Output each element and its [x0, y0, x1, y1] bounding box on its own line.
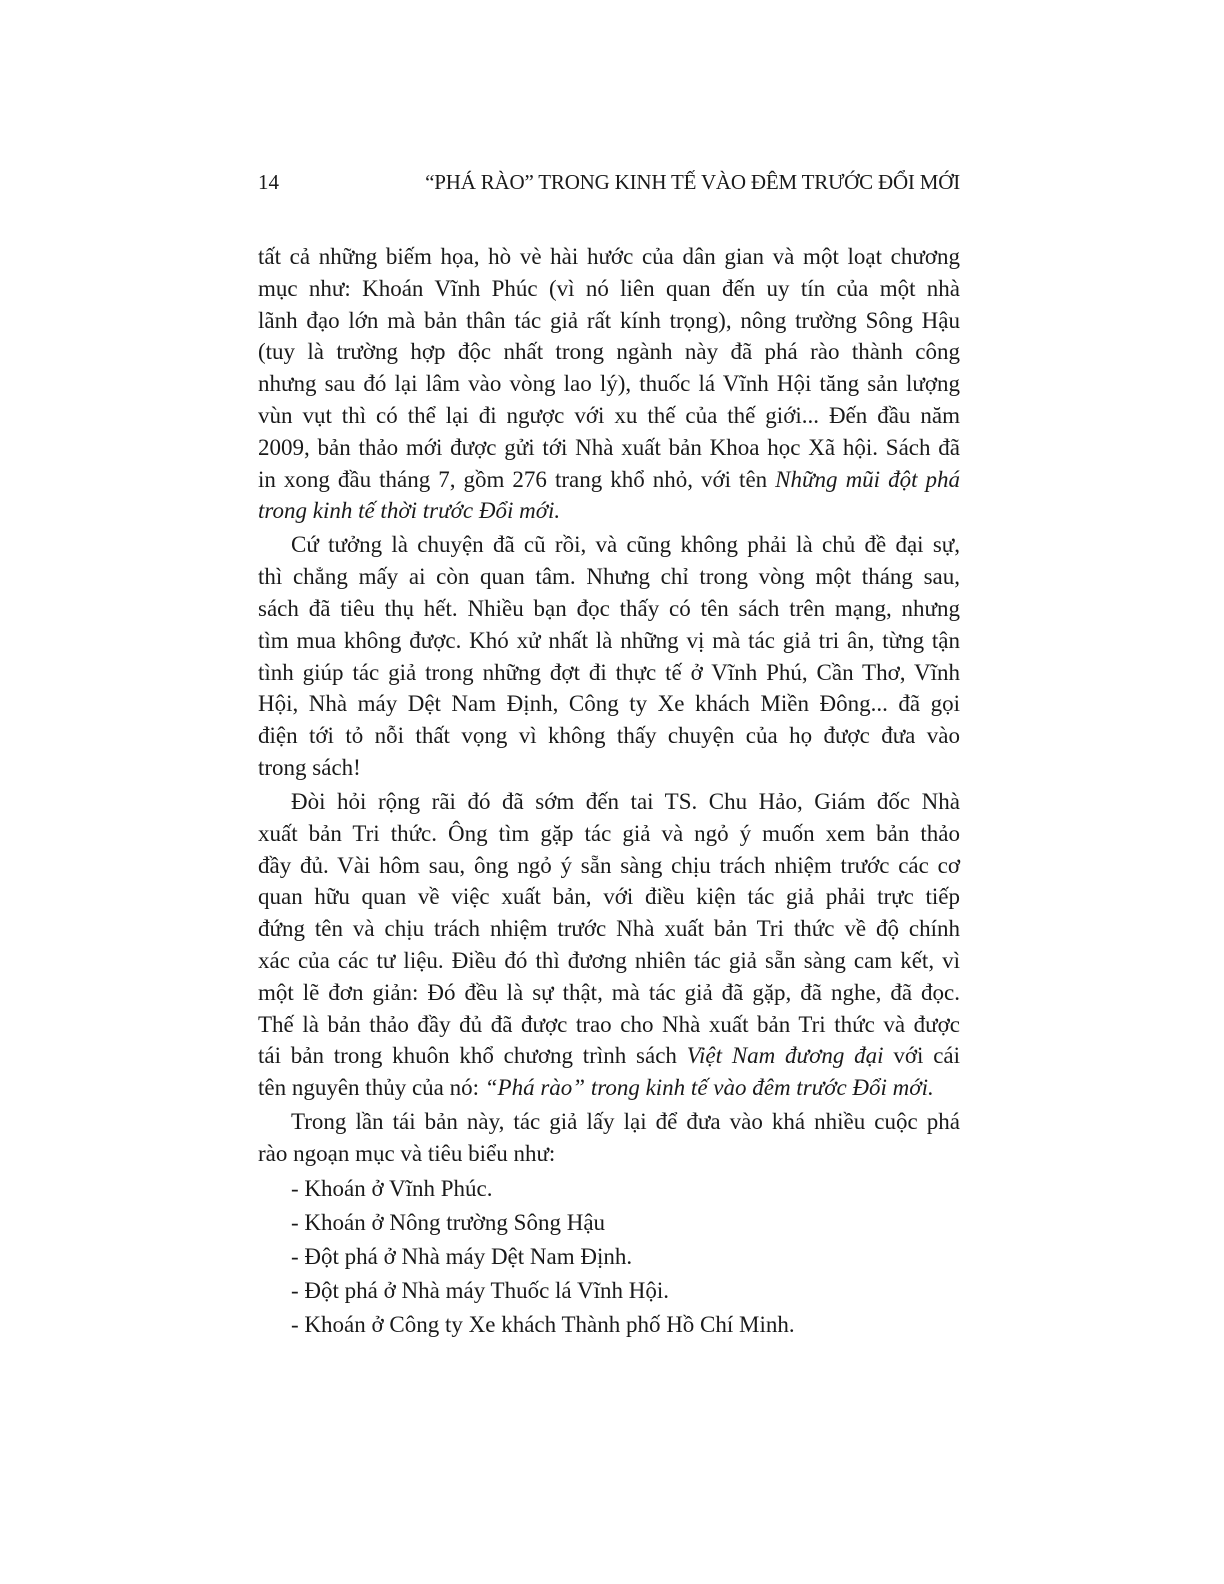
text: in xong đầu tháng 7, gồm 276 trang khổ nhỏ, với tên [258, 466, 776, 492]
text-line [258, 945, 960, 977]
text-line [258, 593, 960, 625]
text-line [258, 881, 960, 913]
italic-text: “Phá rào” trong kinh tế vào đêm trước Đổi mới. [484, 1075, 934, 1101]
text: trong sách! [258, 754, 361, 780]
text-line [258, 786, 960, 818]
text-line [258, 688, 960, 720]
text: một lẽ đơn giản: Đó đều là sự thật, mà tác giả đã gặp, đã nghe, đã đọc. [258, 979, 960, 1005]
text-line [258, 1138, 960, 1170]
text: tất cả những biếm họa, hò vè hài hước của dân gian và một loạt chương [258, 244, 960, 269]
text-line [258, 977, 960, 1009]
text: vùn vụt thì có thể lại đi ngược với xu thế của thế giới... Đến đầu năm [258, 402, 960, 428]
text: quan hữu quan về việc xuất bản, với điều kiện tác giả phải trực tiếp [258, 884, 960, 910]
text-line [258, 432, 960, 464]
page-number: 14 [258, 170, 279, 194]
text: mục như: Khoán Vĩnh Phúc (vì nó liên quan đến uy tín của một nhà [258, 275, 960, 301]
text-line [258, 400, 960, 432]
text: đầy đủ. Vài hôm sau, ông ngỏ ý sẵn sàng chịu trách nhiệm trước các cơ [258, 852, 960, 878]
paragraph [258, 241, 960, 527]
text: tên nguyên thủy của nó: [258, 1075, 485, 1101]
text: điện tới tỏ nỗi thất vọng vì không thấy chuyện của họ được đưa vào [258, 723, 960, 749]
bullet-item: - Đột phá ở Nhà máy Dệt Nam Định. [291, 1243, 633, 1269]
text: sách đã tiêu thụ hết. Nhiều bạn đọc thấy có tên sách trên mạng, nhưng [258, 595, 960, 621]
text-line [258, 1072, 960, 1104]
text-line [258, 464, 960, 496]
text: (tuy là trường hợp độc nhất trong ngành này đã phá rào thành công [258, 339, 960, 365]
text: thì chẳng mấy ai còn quan tâm. Nhưng chỉ trong vòng một tháng sau, [258, 564, 960, 590]
italic-text: Những mũi đột phá [775, 466, 960, 492]
text: tìm mua không được. Khó xử nhất là những vị mà tác giả tri ân, từng tận [258, 627, 960, 653]
text: với cái [883, 1043, 960, 1069]
page-header [258, 170, 960, 200]
paragraph [258, 786, 960, 1104]
text-line [258, 818, 960, 850]
text-line [258, 495, 960, 527]
text-line [258, 368, 960, 400]
italic-text: trong kinh tế thời trước Đổi mới. [258, 498, 561, 524]
text-line [258, 561, 960, 593]
text-line [258, 850, 960, 882]
text-line [258, 752, 960, 784]
text: Trong lần tái bản này, tác giả lấy lại để đưa vào khá nhiều cuộc phá [291, 1109, 960, 1135]
text: tái bản trong khuôn khổ chương trình sách [258, 1043, 687, 1069]
text: Thế là bản thảo đầy đủ đã được trao cho Nhà xuất bản Tri thức và được [258, 1011, 960, 1037]
text-line [258, 625, 960, 657]
text: rào ngoạn mục và tiêu biểu như: [258, 1140, 556, 1166]
running-title: “PHÁ RÀO” TRONG KINH TẾ VÀO ĐÊM TRƯỚC ĐỔI MỚI [425, 170, 960, 194]
text-line [258, 657, 960, 689]
bullet-item: - Khoán ở Công ty Xe khách Thành phố Hồ Chí Minh. [291, 1311, 795, 1337]
text: tình giúp tác giả trong những đợt đi thực tế ở Vĩnh Phú, Cần Thơ, Vĩnh [258, 659, 960, 685]
text: Hội, Nhà máy Dệt Nam Định, Công ty Xe khách Miền Đông... đã gọi [258, 691, 960, 717]
text-line [258, 1009, 960, 1041]
bullet-item: - Khoán ở Nông trường Sông Hậu [291, 1209, 606, 1235]
bullet-item: - Khoán ở Vĩnh Phúc. [291, 1175, 493, 1201]
text-line [258, 305, 960, 337]
text-line [258, 529, 960, 561]
text-line [258, 720, 960, 752]
text: Đòi hỏi rộng rãi đó đã sớm đến tai TS. Chu Hảo, Giám đốc Nhà [291, 788, 960, 814]
text-line [258, 1106, 960, 1138]
text-line [258, 336, 960, 368]
paragraph [258, 1106, 960, 1170]
bullet-list [258, 1172, 960, 1342]
text: 2009, bản thảo mới được gửi tới Nhà xuất bản Khoa học Xã hội. Sách đã [258, 434, 960, 460]
text: đứng tên và chịu trách nhiệm trước Nhà xuất bản Tri thức về độ chính [258, 916, 960, 942]
text: xuất bản Tri thức. Ông tìm gặp tác giả và ngỏ ý muốn xem bản thảo [258, 820, 960, 846]
text: lãnh đạo lớn mà bản thân tác giả rất kính trọng), nông trường Sông Hậu [258, 307, 960, 333]
text-line [258, 241, 960, 273]
paragraphs [258, 241, 960, 1170]
italic-text: Việt Nam đương đại [686, 1043, 884, 1069]
page-body [258, 241, 960, 1342]
text: xác của các tư liệu. Điều đó thì đương nhiên tác giả sẵn sàng cam kết, vì [258, 947, 960, 973]
text: nhưng sau đó lại lâm vào vòng lao lý), thuốc lá Vĩnh Hội tăng sản lượng [258, 371, 960, 397]
text-line [258, 1040, 960, 1072]
bullet-item: - Đột phá ở Nhà máy Thuốc lá Vĩnh Hội. [291, 1277, 669, 1303]
text: Cứ tưởng là chuyện đã cũ rồi, và cũng không phải là chủ đề đại sự, [291, 532, 960, 558]
paragraph [258, 529, 960, 783]
text-line [258, 913, 960, 945]
text-line [258, 273, 960, 305]
